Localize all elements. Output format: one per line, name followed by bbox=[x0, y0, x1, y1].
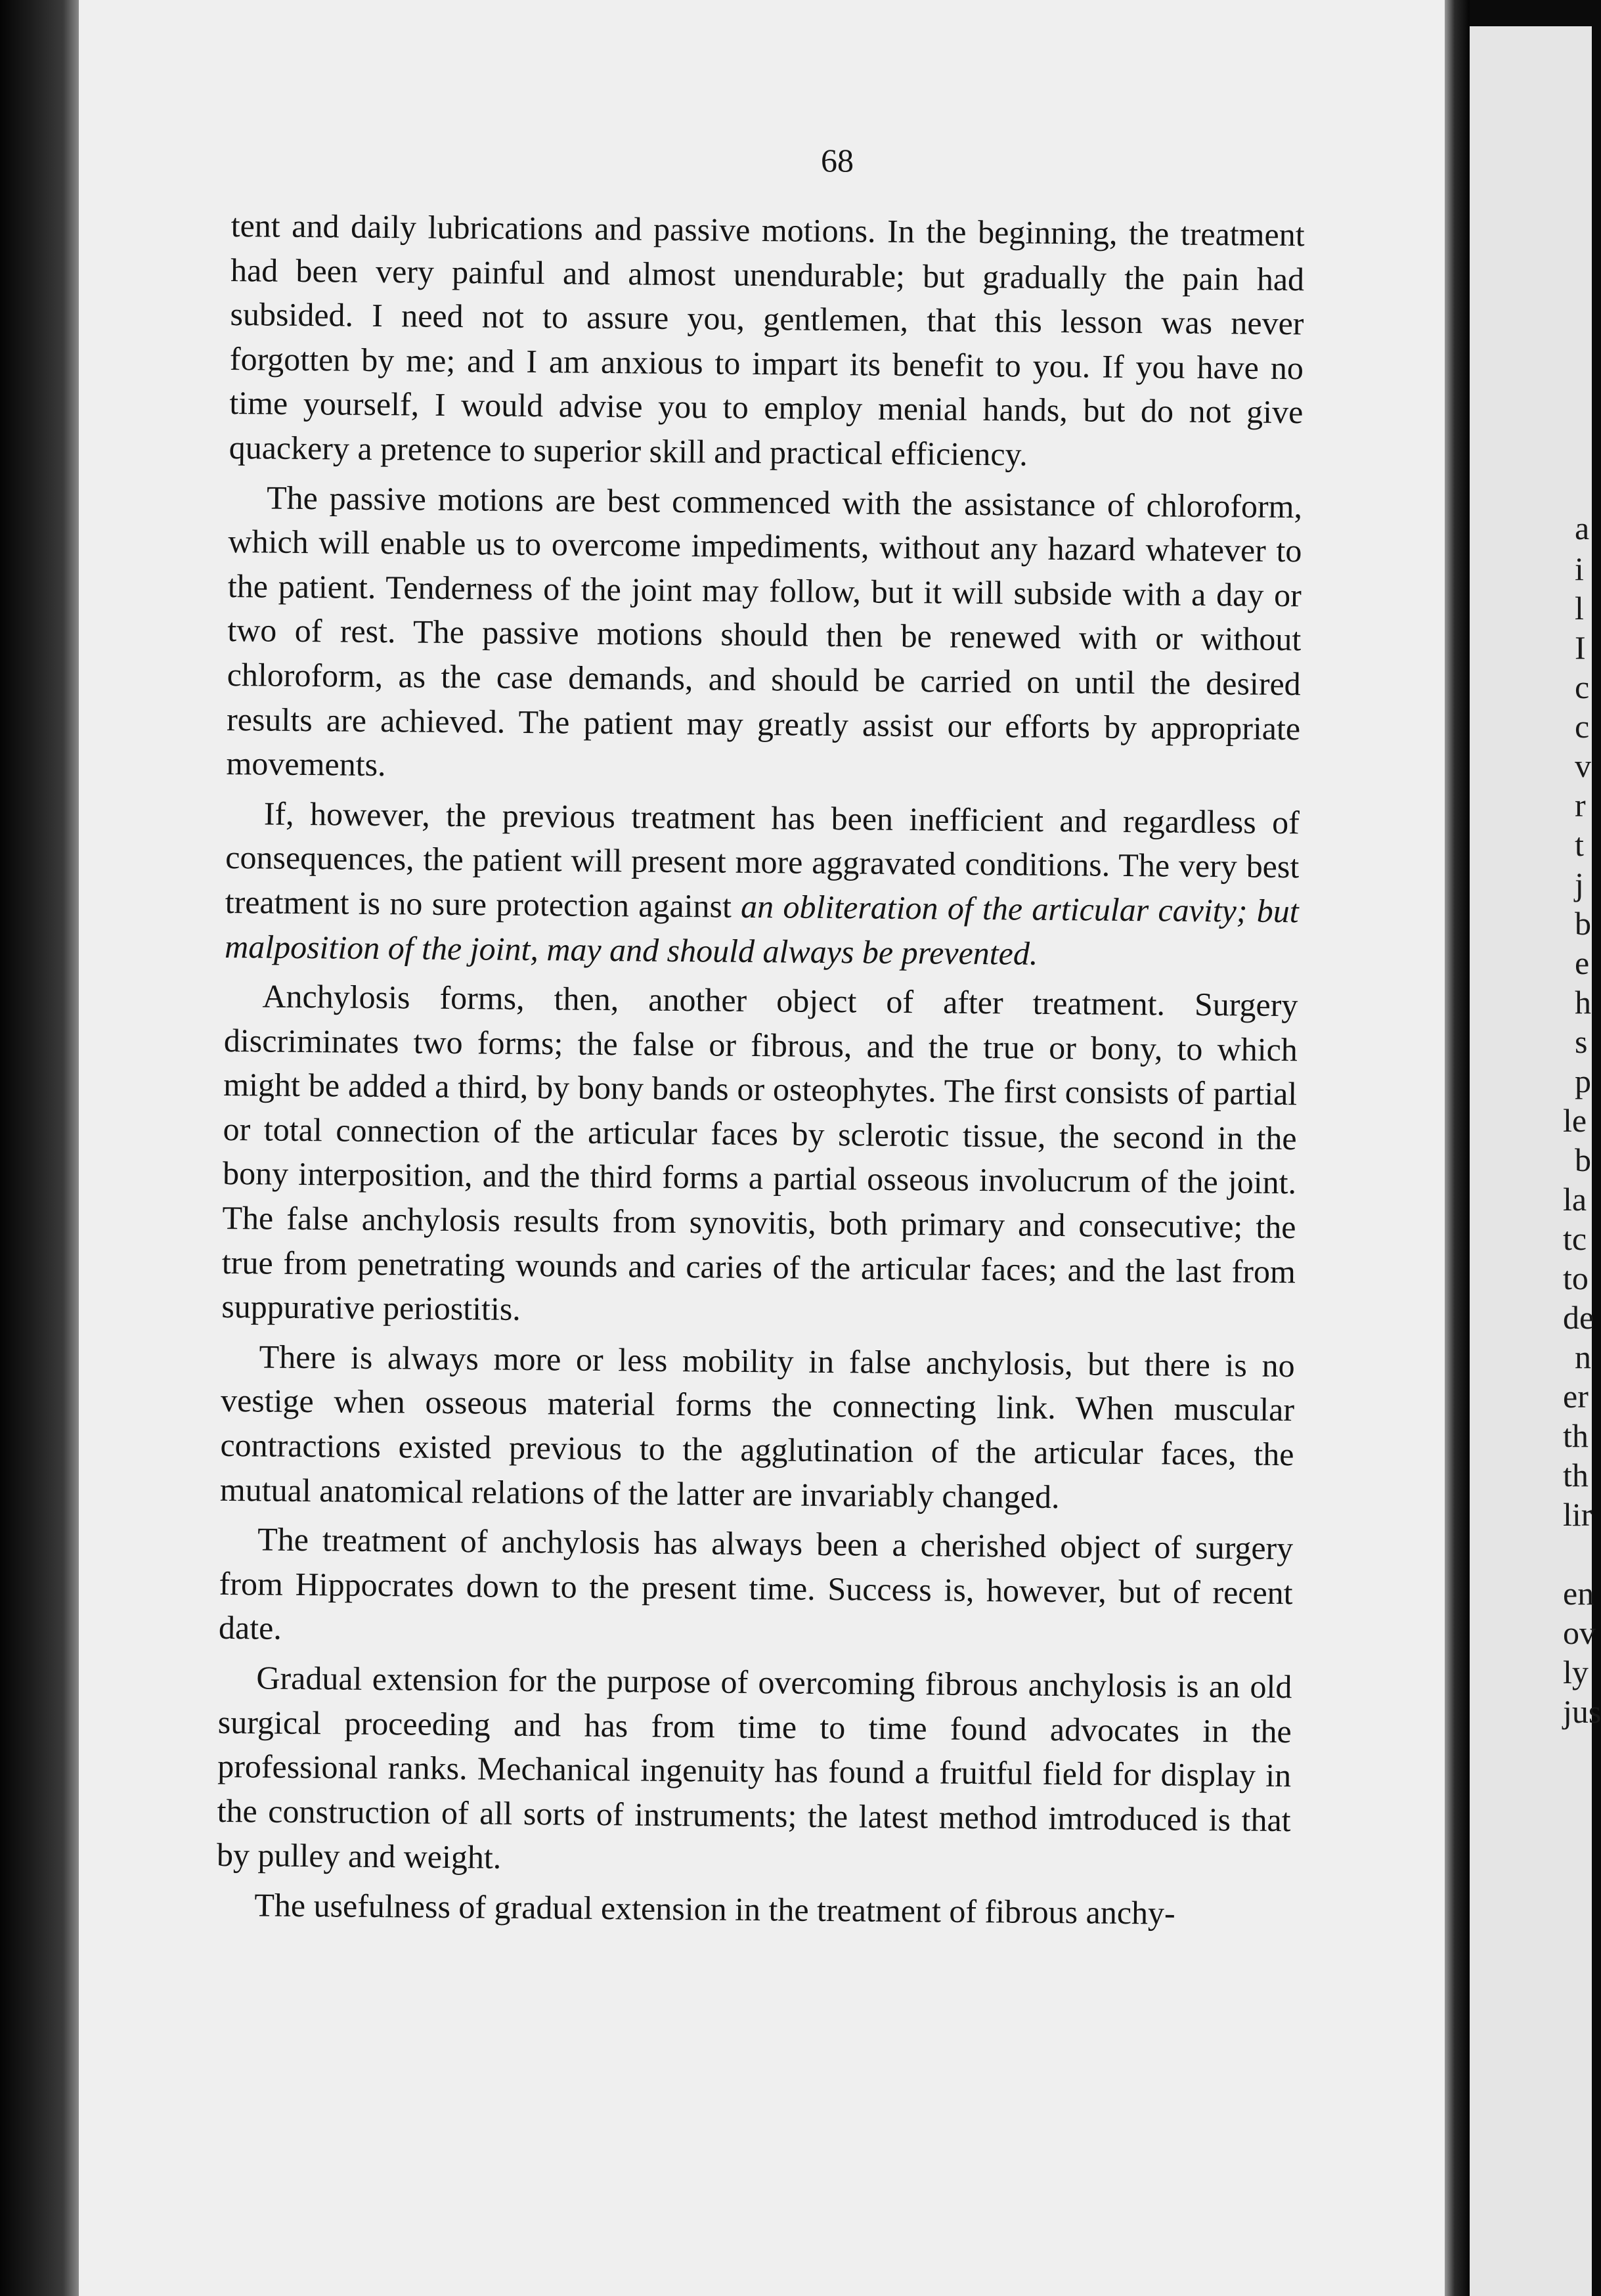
facing-page-fragment: th bbox=[1563, 1457, 1589, 1493]
paragraph bbox=[217, 1656, 1292, 1887]
facing-page-fragment: t bbox=[1575, 826, 1584, 863]
paragraph bbox=[219, 1517, 1294, 1660]
paragraph-text: Gradual extension for the purpose of overcoming fibrous anchylosis is an old surgical proceeding and has from time to time found advocates in the professional ranks. Mechanical ingenuity has found a fruitful field for display in the construction of all sorts of instruments; the latest method imtroduced is that by pulley and weight. bbox=[216, 1659, 1292, 1876]
facing-page-fragment: la bbox=[1563, 1181, 1587, 1218]
facing-page-fragment: ov bbox=[1563, 1614, 1596, 1651]
paragraph-text: The usefulness of gradual extension in the treatment of fibrous anchy- bbox=[254, 1886, 1175, 1932]
facing-page-fragment: j bbox=[1575, 866, 1584, 902]
italic-text: an obliteration of the articular cavity; but malposition of the joint, may and should always be prevented. bbox=[224, 887, 1299, 972]
left-binding-edge bbox=[0, 0, 79, 2296]
paragraph-text: There is always more or less mobility in false anchylosis, but there is no vestige when osseous material forms the connecting link. When muscular contractions existed previous to the agglutination of the articular faces, the mutual anatomical relations of the latter are invariably changed. bbox=[219, 1338, 1295, 1515]
facing-page-fragment: th bbox=[1563, 1417, 1589, 1454]
paragraph-text: If, however, the previous treatment has been inefficient and regardless of consequences, the patient will present more aggravated conditions. The very best treatment is no sure protection against bbox=[225, 795, 1300, 925]
facing-page-fragment: v bbox=[1575, 747, 1591, 784]
facing-page-fragment: er bbox=[1563, 1378, 1589, 1415]
facing-page-fragment: e bbox=[1575, 944, 1590, 981]
facing-page-fragment: en bbox=[1563, 1575, 1594, 1612]
facing-page-fragment: le bbox=[1563, 1102, 1587, 1139]
facing-page-fragment: jus bbox=[1563, 1693, 1601, 1730]
facing-page-fragment: to bbox=[1563, 1260, 1589, 1296]
facing-page-fragment: r bbox=[1575, 787, 1586, 824]
paragraph-text: The treatment of anchylosis has always been a cherished object of surgery from Hippocrates down to the present time. Success is, however, but of recent date. bbox=[218, 1520, 1294, 1647]
facing-page-fragment: n bbox=[1575, 1338, 1591, 1375]
gutter-shadow bbox=[1445, 0, 1470, 2296]
paragraph-text: Anchylosis forms, then, another object of after treatment. Surgery discriminates two forms; the false or fibrous, and the true or bony, to which might be added a third, by bony bands or osteophytes. The first consists of partial or total connection of the articular faces by sclerotic tissue, the second in the bony interposition, and the third forms a partial osseous involucrum of the joint. The false anchylosis results from synovitis, both primary and consecutive; the true from penetrating wounds and caries of the articular faces; and the last from suppurative periostitis. bbox=[221, 977, 1298, 1328]
facing-page-fragment: a bbox=[1575, 510, 1590, 546]
facing-page-fragment: b bbox=[1575, 1141, 1591, 1178]
facing-page-fragment: c bbox=[1575, 708, 1590, 745]
facing-page-fragment: ly bbox=[1563, 1654, 1589, 1690]
page-number: 68 bbox=[821, 142, 854, 179]
facing-page-fragment: tc bbox=[1563, 1220, 1587, 1257]
body-text bbox=[216, 204, 1305, 1942]
facing-page-fragment: c bbox=[1575, 669, 1590, 705]
facing-page-fragment: s bbox=[1575, 1023, 1588, 1060]
paragraph bbox=[216, 1883, 1290, 1937]
paragraph bbox=[221, 974, 1298, 1338]
facing-page-strip bbox=[1470, 26, 1601, 2296]
facing-page-fragment: l bbox=[1575, 590, 1584, 627]
book-page bbox=[79, 0, 1445, 2296]
paragraph bbox=[226, 475, 1302, 795]
paragraph-text: tent and daily lubrications and passive motions. In the beginning, the treatment had been very painful and almost unendurable; but gradually the pain had subsided. I need not to assure you, gentlemen, that this lesson was never forgotten by me; and I am anxious to impart its benefit to you. If you have no time yourself, I would advise you to employ menial hands, but do not give quackery a pretence to superior skill and practical efficiency. bbox=[229, 206, 1305, 473]
facing-page-fragment: lir bbox=[1563, 1496, 1592, 1533]
paragraph bbox=[225, 791, 1300, 979]
facing-page-fragment: i bbox=[1575, 550, 1584, 587]
paragraph bbox=[220, 1335, 1295, 1522]
paragraph-text: The passive motions are best commenced with the assistance of chloroform, which will enable us to overcome impediments, without any hazard whatever to the patient. Tenderness of the joint may follow, but it will subside with a day or two of rest. The passive motions should then be renewed with or without chloroform, as the case demands, and should be carried on until the desired results are achieved. The patient may greatly assist our efforts by appropriate movements. bbox=[226, 479, 1303, 784]
facing-page-fragment: de bbox=[1563, 1299, 1594, 1336]
paragraph bbox=[229, 204, 1304, 479]
facing-page-fragment: b bbox=[1575, 905, 1591, 942]
facing-page-fragment: I bbox=[1575, 629, 1586, 666]
facing-page-fragment: p bbox=[1575, 1063, 1591, 1099]
facing-page-fragment: h bbox=[1575, 984, 1591, 1021]
